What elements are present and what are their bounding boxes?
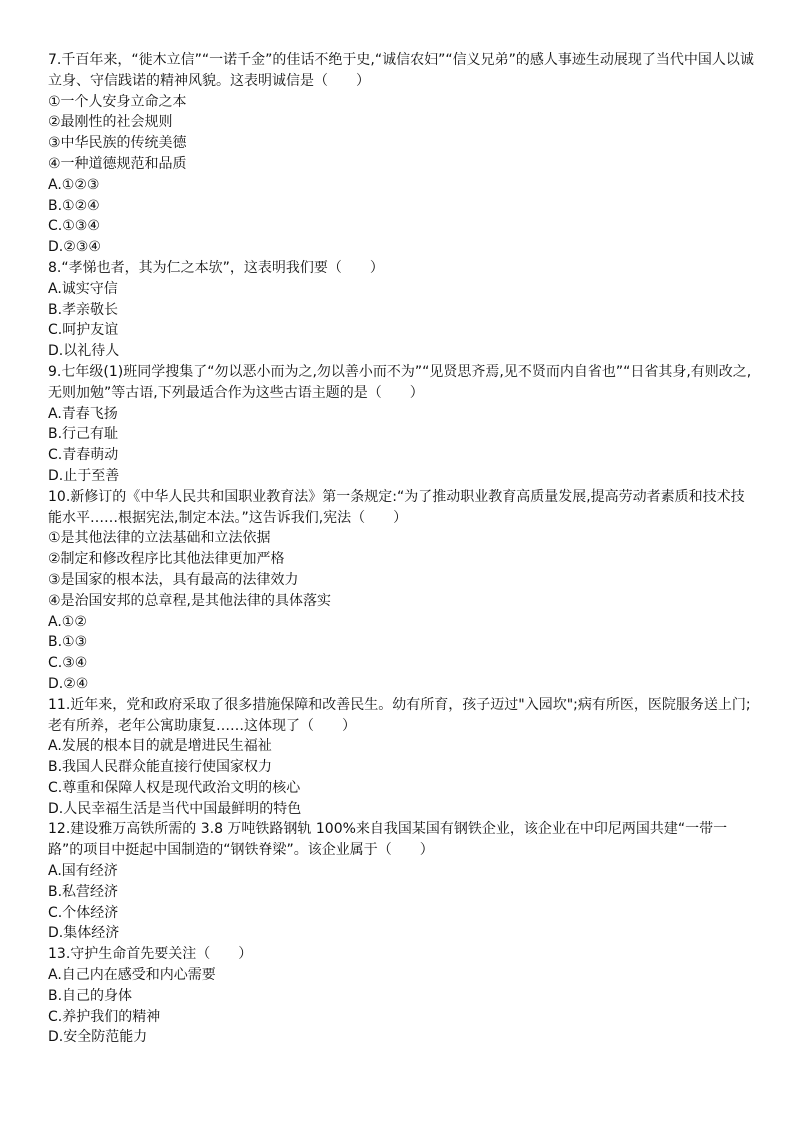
option-d: D.以礼待人: [48, 343, 120, 360]
option-b: B.我国人民群众能直接行使国家权力: [48, 759, 273, 776]
question-stem: 13.守护生命首先要关注（ ）: [48, 946, 253, 963]
option-d: D.止于至善: [48, 467, 120, 484]
option-c: C.个体经济: [48, 904, 119, 921]
question-11: [48, 695, 758, 820]
option-d: D.集体经济: [48, 925, 120, 942]
option-a: A.青春飞扬: [48, 405, 118, 422]
statement-item: ④一种道德规范和品质: [48, 155, 187, 172]
statement-item: ②最刚性的社会规则: [48, 114, 173, 131]
option-d: D.人民幸福生活是当代中国最鲜明的特色: [48, 800, 302, 817]
option-b: B.私营经济: [48, 883, 119, 900]
option-a: A.①②③: [48, 176, 100, 193]
option-a: A.①②: [48, 613, 87, 630]
option-d: D.②③④: [48, 239, 101, 256]
option-d: D.安全防范能力: [48, 1029, 148, 1046]
question-stem: 7.千百年来，“徙木立信”“一诺千金”的佳话不绝于史,“诚信农妇”“信义兄弟”的感人事迹生动展现了当代中国人以诚立身、守信践诺的精神风貌。这表明诚信是（ ）: [48, 52, 754, 89]
option-b: B.行己有耻: [48, 426, 119, 443]
option-b: B.①②④: [48, 197, 100, 214]
option-c: C.尊重和保障人权是现代政治文明的核心: [48, 779, 301, 796]
statement-item: ①一个人安身立命之本: [48, 93, 187, 110]
option-a: A.发展的根本目的就是增进民生福祉: [48, 738, 272, 755]
option-c: C.①③④: [48, 218, 100, 235]
statement-item: ③是国家的根本法，具有最高的法律效力: [48, 571, 299, 588]
option-c: C.呵护友谊: [48, 322, 119, 339]
option-d: D.②④: [48, 675, 89, 692]
option-c: C.青春萌动: [48, 447, 119, 464]
exam-page: [48, 50, 758, 1048]
option-a: A.国有经济: [48, 863, 118, 880]
statement-item: ②制定和修改程序比其他法律更加严格: [48, 551, 285, 568]
question-8: [48, 258, 758, 362]
question-9: [48, 362, 758, 487]
option-a: A.自己内在感受和内心需要: [48, 967, 216, 984]
option-a: A.诚实守信: [48, 280, 118, 297]
question-stem: 10.新修订的《中华人民共和国职业教育法》第一条规定:“为了推动职业教育高质量发展,提高劳动者素质和技术技能水平……根据宪法,制定本法。”这告诉我们,宪法（ ）: [48, 488, 745, 526]
statement-item: ③中华民族的传统美德: [48, 135, 187, 152]
option-b: B.孝亲敬长: [48, 301, 119, 318]
statement-item: ①是其他法律的立法基础和立法依据: [48, 530, 271, 547]
option-c: C.③④: [48, 655, 88, 672]
option-b: B.自己的身体: [48, 987, 133, 1004]
question-stem: 9.七年级(1)班同学搜集了“勿以恶小而为之,勿以善小而不为”“见贤思齐焉,见不贤而内自省也”“日省其身,有则改之,无则加勉”等古语,下列最适合作为这些古语主题的是（ ）: [48, 363, 752, 401]
option-c: C.养护我们的精神: [48, 1008, 161, 1025]
question-13: [48, 944, 758, 1048]
question-stem: 12.建设雅万高铁所需的 3.8 万吨铁路钢轨 100%来自我国某国有钢铁企业，该企业在中印尼两国共建“一带一路”的项目中挺起中国制造的“钢铁脊梁”。该企业属于（ ）: [48, 821, 728, 859]
question-10: [48, 487, 758, 695]
statement-item: ④是治国安邦的总章程,是其他法律的具体落实: [48, 592, 331, 609]
question-12: [48, 819, 758, 944]
question-stem: 11.近年来，党和政府采取了很多措施保障和改善民生。幼有所育，孩子迈过"入园坎";病有所医，医院服务送上门;老有所养，老年公寓助康复……这体现了（ ）: [48, 696, 751, 734]
question-7: [48, 50, 758, 258]
question-stem: 8.“孝悌也者，其为仁之本欤”，这表明我们要（ ）: [48, 259, 384, 276]
option-b: B.①③: [48, 634, 88, 651]
